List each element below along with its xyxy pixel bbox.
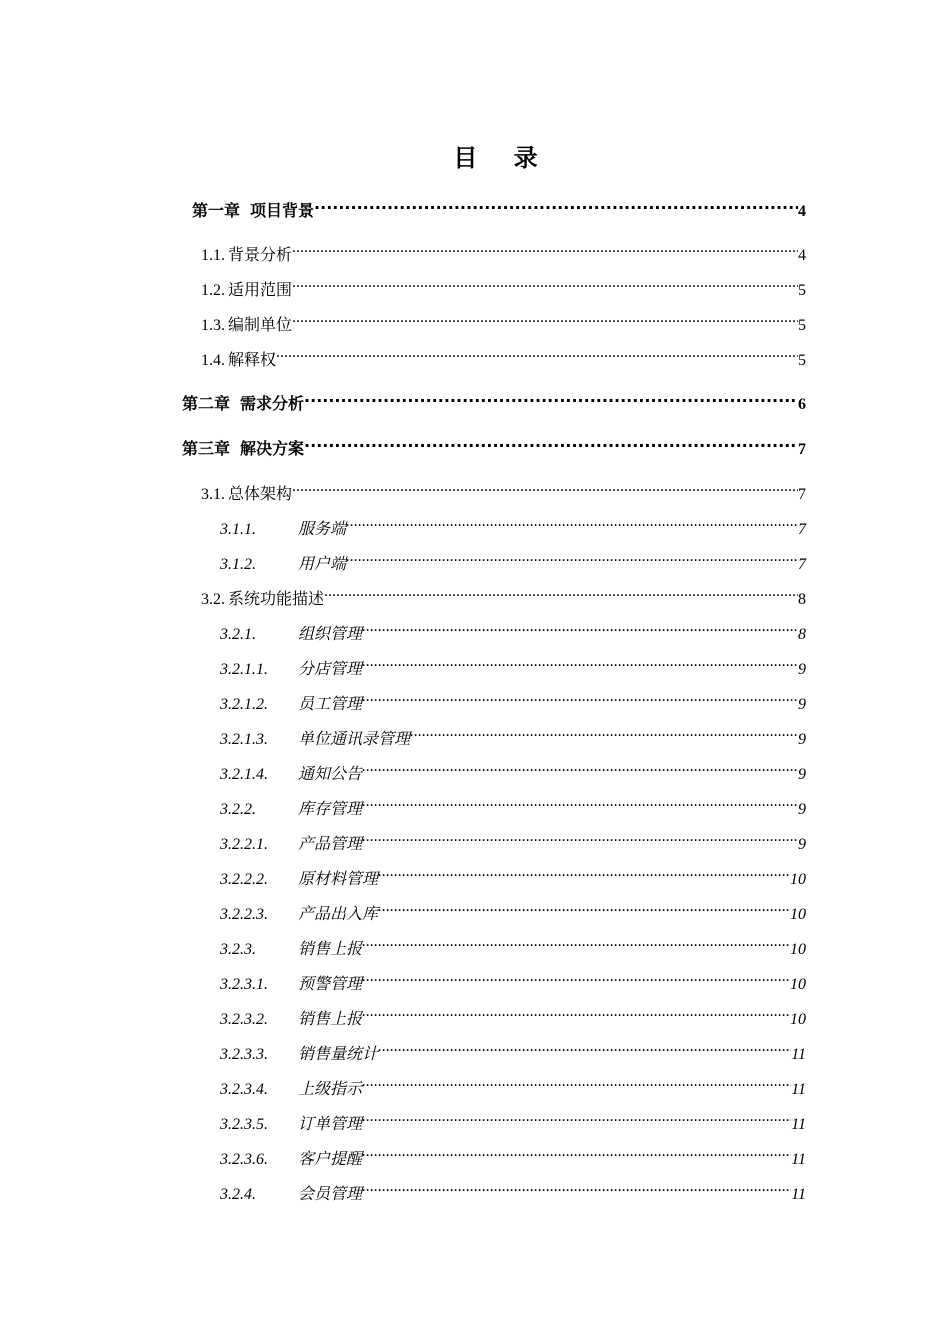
toc-entry-page: 8 (798, 591, 806, 608)
toc-entry-title: 预警管理 (298, 974, 363, 993)
toc-entry-title: 项目背景 (250, 201, 315, 220)
toc-entry-title: 单位通讯录管理 (298, 729, 411, 748)
toc-entry-page: 4 (798, 247, 806, 264)
toc-entry-number: 3.2.1.2. (220, 696, 268, 713)
toc-entry-chapter-3[interactable] (182, 430, 806, 458)
toc-entry-3-2-1-3[interactable] (220, 720, 806, 748)
toc-entry-3-1-2[interactable] (220, 545, 806, 573)
toc-entry-3-1-1[interactable] (220, 510, 806, 538)
toc-entry-number: 3.2.3.4. (220, 1081, 268, 1098)
toc-entry-title: 销售量统计 (298, 1044, 379, 1063)
toc-leader-dots (346, 545, 798, 569)
toc-entry-page: 5 (798, 317, 806, 334)
toc-entry-page: 5 (798, 352, 806, 369)
toc-entry-3-2-3-4[interactable] (220, 1070, 806, 1098)
toc-entry-number: 3.2.3.1. (220, 976, 268, 993)
toc-entry-page: 4 (798, 203, 806, 220)
toc-leader-dots (324, 580, 798, 604)
toc-entry-title: 通知公告 (298, 764, 363, 783)
toc-entry-page: 11 (791, 1151, 806, 1168)
toc-leader-dots (362, 1175, 791, 1199)
toc-entry-page: 11 (791, 1116, 806, 1133)
toc-entry-title: 产品出入库 (298, 904, 379, 923)
page-title: 目 录 (453, 143, 552, 172)
toc-entry-number: 3.2.3. (220, 941, 256, 958)
toc-entry-number: 3.2.4. (220, 1186, 256, 1203)
toc-entry-page: 10 (790, 1011, 806, 1028)
toc-leader-dots (362, 615, 798, 639)
toc-entry-title: 总体架构 (228, 484, 293, 503)
toc-entry-chapter-1[interactable] (192, 192, 806, 220)
toc-entry-page: 10 (790, 871, 806, 888)
toc-entry-1-4[interactable] (201, 341, 806, 369)
toc-entry-title: 服务端 (298, 519, 347, 538)
toc-entry-number: 3.2.1. (220, 626, 256, 643)
toc-entry-title: 用户端 (298, 554, 347, 573)
toc-entry-number: 3.2.2.2. (220, 871, 268, 888)
toc-entry-page: 11 (791, 1186, 806, 1203)
toc-entry-3-2-1-1[interactable] (220, 650, 806, 678)
toc-entry-3-2-2-2[interactable] (220, 860, 806, 888)
toc-leader-dots (362, 790, 798, 814)
toc-leader-dots (314, 192, 798, 216)
toc-entry-3-2-3-5[interactable] (220, 1105, 806, 1133)
toc-leader-dots (362, 825, 798, 849)
toc-entry-number: 3.2.1.3. (220, 731, 268, 748)
toc-entry-3-2-4[interactable] (220, 1175, 806, 1203)
toc-entry-number: 3.1. (201, 486, 225, 503)
toc-leader-dots (362, 1140, 791, 1164)
toc-entry-title: 适用范围 (228, 280, 293, 299)
toc-leader-dots (292, 271, 798, 295)
toc-entry-title: 上级指示 (298, 1079, 363, 1098)
toc-entry-3-2-3-1[interactable] (220, 965, 806, 993)
toc-entry-number: 3.1.1. (220, 521, 256, 538)
toc-entry-number: 1.1. (201, 247, 225, 264)
toc-entry-title: 产品管理 (298, 834, 363, 853)
toc-entry-3-2-2-3[interactable] (220, 895, 806, 923)
toc-entry-3-1[interactable] (201, 475, 806, 503)
toc-entry-page: 11 (791, 1081, 806, 1098)
toc-leader-dots (410, 720, 798, 744)
toc-entry-page: 9 (798, 661, 806, 678)
toc-entry-title: 库存管理 (298, 799, 363, 818)
toc-entry-page: 9 (798, 731, 806, 748)
toc-entry-page: 5 (798, 282, 806, 299)
toc-leader-dots (362, 755, 798, 779)
toc-entry-page: 10 (790, 941, 806, 958)
toc-entry-title: 编制单位 (228, 315, 293, 334)
toc-entry-page: 9 (798, 836, 806, 853)
toc-entry-number: 3.1.2. (220, 556, 256, 573)
toc-leader-dots (362, 685, 798, 709)
toc-leader-dots (304, 385, 798, 409)
toc-entry-3-2-2[interactable] (220, 790, 806, 818)
toc-entry-1-3[interactable] (201, 306, 806, 334)
toc-entry-number: 第一章 (192, 201, 241, 220)
toc-leader-dots (346, 510, 798, 534)
toc-entry-number: 3.2. (201, 591, 225, 608)
toc-leader-dots (378, 1035, 791, 1059)
toc-leader-dots (362, 1070, 791, 1094)
toc-entry-3-2-1-4[interactable] (220, 755, 806, 783)
toc-leader-dots (304, 430, 798, 454)
toc-entry-title: 销售上报 (298, 939, 363, 958)
toc-entry-page: 7 (798, 441, 806, 458)
toc-entry-number: 3.2.3.3. (220, 1046, 268, 1063)
toc-entry-page: 7 (798, 521, 806, 538)
toc-entry-page: 9 (798, 766, 806, 783)
toc-leader-dots (362, 930, 790, 954)
toc-entry-number: 1.2. (201, 282, 225, 299)
toc-leader-dots (292, 475, 798, 499)
toc-entry-title: 原材料管理 (298, 869, 379, 888)
toc-entry-page: 11 (791, 1046, 806, 1063)
toc-entry-title: 需求分析 (240, 394, 305, 413)
toc-leader-dots (378, 860, 790, 884)
toc-entry-number: 3.2.2.3. (220, 906, 268, 923)
toc-entry-3-2[interactable] (201, 580, 806, 608)
toc-entry-title: 系统功能描述 (228, 589, 325, 608)
toc-entry-number: 3.2.2. (220, 801, 256, 818)
toc-entry-title: 员工管理 (298, 694, 363, 713)
toc-entry-3-2-2-1[interactable] (220, 825, 806, 853)
toc-entry-number: 3.2.2.1. (220, 836, 268, 853)
toc-entry-page: 9 (798, 801, 806, 818)
toc-entry-1-1[interactable] (201, 236, 806, 264)
toc-entry-title: 组织管理 (298, 624, 363, 643)
toc-entry-number: 1.3. (201, 317, 225, 334)
toc-leader-dots (276, 341, 798, 365)
toc-entry-3-2-3-2[interactable] (220, 1000, 806, 1028)
toc-entry-title: 销售上报 (298, 1009, 363, 1028)
toc-entry-3-2-1-2[interactable] (220, 685, 806, 713)
toc-entry-title: 解决方案 (240, 439, 305, 458)
toc-entry-page: 6 (798, 396, 806, 413)
toc-entry-page: 10 (790, 906, 806, 923)
toc-leader-dots (378, 895, 790, 919)
toc-entry-page: 9 (798, 696, 806, 713)
toc-entry-page: 8 (798, 626, 806, 643)
toc-entry-number: 3.2.3.5. (220, 1116, 268, 1133)
toc-leader-dots (292, 236, 798, 260)
toc-entry-title: 会员管理 (298, 1184, 363, 1203)
toc-entry-chapter-2[interactable] (182, 385, 806, 413)
toc-entry-3-2-3[interactable] (220, 930, 806, 958)
toc-entry-number: 3.2.3.6. (220, 1151, 268, 1168)
toc-entry-title: 背景分析 (228, 245, 293, 264)
toc-entry-title: 解释权 (228, 350, 277, 369)
toc-entry-title: 客户提醒 (298, 1149, 363, 1168)
toc-entry-number: 第三章 (182, 439, 231, 458)
toc-entry-number: 3.2.1.4. (220, 766, 268, 783)
toc-entry-3-2-1[interactable] (220, 615, 806, 643)
toc-entry-number: 3.2.1.1. (220, 661, 268, 678)
toc-entry-page: 10 (790, 976, 806, 993)
toc-entry-page: 7 (798, 556, 806, 573)
toc-entry-number: 3.2.3.2. (220, 1011, 268, 1028)
toc-entry-3-2-3-6[interactable] (220, 1140, 806, 1168)
toc-leader-dots (292, 306, 798, 330)
toc-entry-1-2[interactable] (201, 271, 806, 299)
toc-entry-number: 第二章 (182, 394, 231, 413)
toc-entry-3-2-3-3[interactable] (220, 1035, 806, 1063)
toc-entry-title: 分店管理 (298, 659, 363, 678)
toc-entry-page: 7 (798, 486, 806, 503)
toc-leader-dots (362, 650, 798, 674)
toc-leader-dots (362, 965, 790, 989)
toc-leader-dots (362, 1105, 791, 1129)
toc-leader-dots (362, 1000, 790, 1024)
toc-entry-title: 订单管理 (298, 1114, 363, 1133)
toc-entry-number: 1.4. (201, 352, 225, 369)
